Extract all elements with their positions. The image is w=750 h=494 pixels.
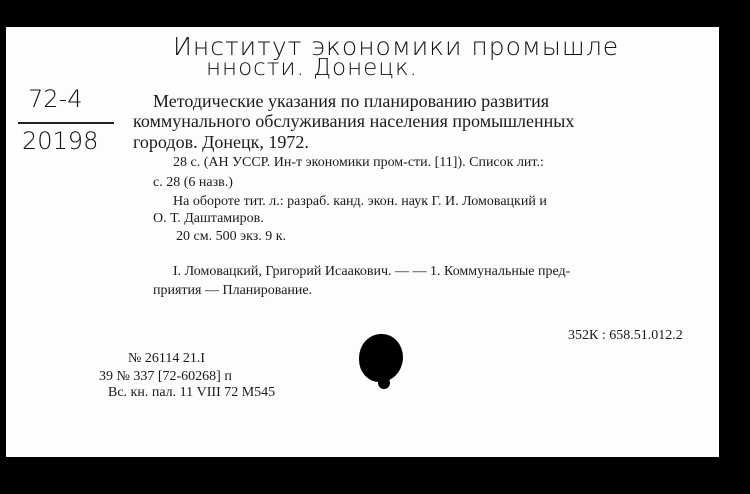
udc-code: 352К : 658.51.012.2 <box>568 328 683 343</box>
catalog-card <box>6 27 719 457</box>
handwritten-call-number: 72-4 <box>28 85 83 113</box>
note-line-2: О. Т. Даштамиров. <box>153 211 264 226</box>
note-line-1: На обороте тит. л.: разраб. канд. экон. наук Г. И. Ломовацкий и <box>173 194 547 209</box>
imprint-line-2: с. 28 (6 назв.) <box>153 175 233 190</box>
ink-blot <box>359 334 403 382</box>
order-line: 39 № 337 [72-60268] п <box>99 369 232 384</box>
subject-line-2: приятия — Планирование. <box>153 283 313 298</box>
handwritten-institution-line2: нности. Донецк. <box>206 55 418 81</box>
chamber-line: Вс. кн. пал. 11 VIII 72 М545 <box>108 385 276 400</box>
ink-blot-drip <box>378 377 390 389</box>
imprint-line-1: 28 с. (АН УССР. Ин-т экономики пром-сти. [11]). Список лит.: <box>173 155 544 170</box>
handwritten-accession-number: 20198 <box>22 127 99 155</box>
divider <box>18 122 114 124</box>
title-line-3: городов. Донецк, 1972. <box>133 132 309 152</box>
title-line-1: Методические указания по планированию развития <box>153 91 550 111</box>
subject-line-1: I. Ломовацкий, Григорий Исаакович. — — 1. Коммунальные пред- <box>173 264 571 279</box>
card-number: № 26114 21.I <box>128 351 205 366</box>
title-line-2: коммунального обслуживания населения промышленных <box>133 111 575 131</box>
format-line: 20 см. 500 экз. 9 к. <box>176 229 287 244</box>
handwritten-institution-line1: Институт экономики промышле <box>173 32 620 61</box>
